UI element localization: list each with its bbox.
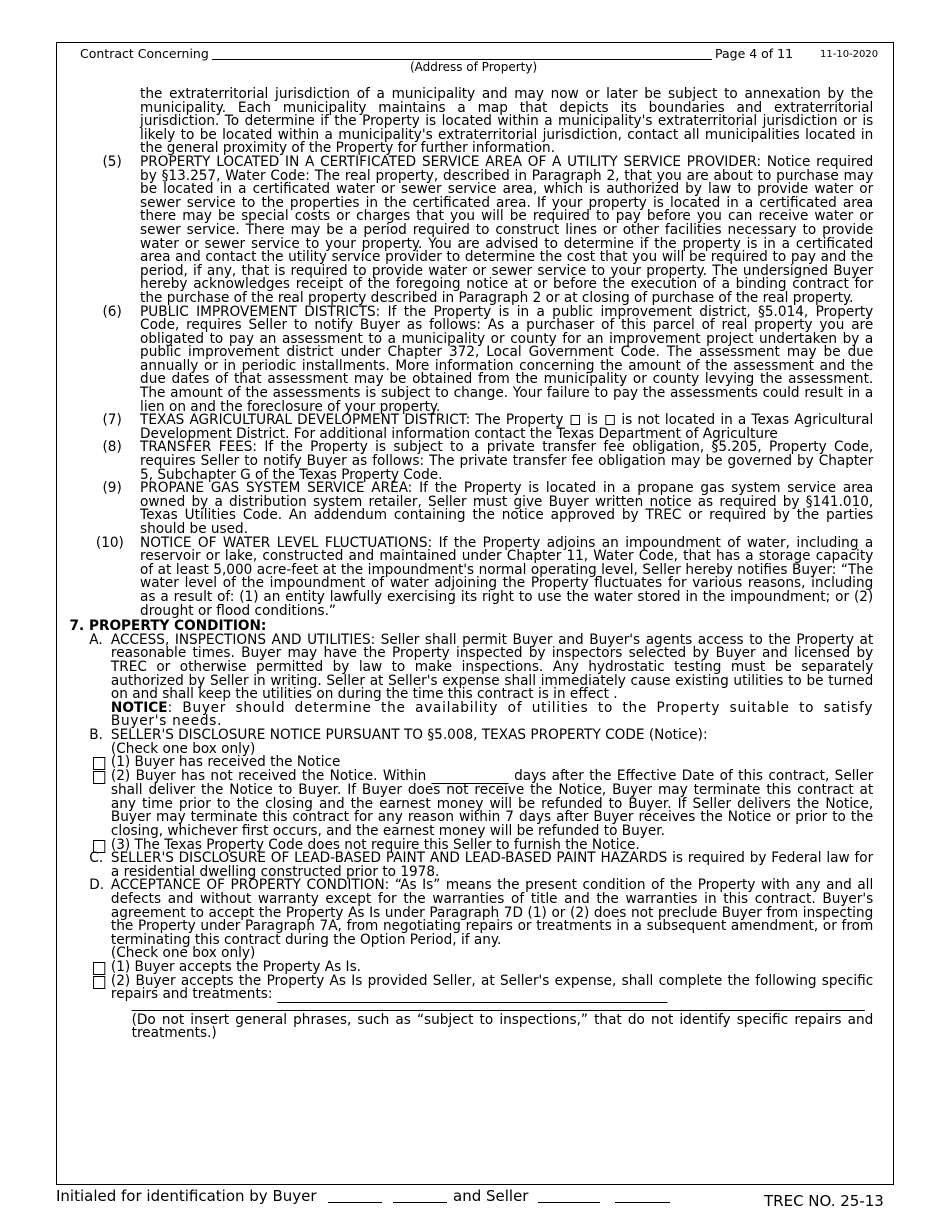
- is-not-checkbox[interactable]: [605, 415, 614, 425]
- paragraph-text: is not located in a Texas Agricultural Development District. For additional information contact the Texas Department of Agriculture: [140, 412, 874, 442]
- paragraph-4-continued: the extraterritorial jurisdiction of a municipality and may now or later be subject to annexation by the municipality. Each municipality maintains a map that depicts its boundaries and extraterritorial jurisdiction. To determine if the Property is located within a municipality's extraterritorial jurisdiction or is likely to be located within a municipality's extraterritorial jurisdiction, contact all municipalities located in the general proximity of the Property for further information.: [140, 86, 874, 157]
- option-text: (1) Buyer has received the Notice: [110, 754, 341, 771]
- repairs-blank[interactable]: [277, 988, 667, 1003]
- paragraph-6: [102, 303, 874, 415]
- form-date: 11-10-2020: [820, 49, 879, 60]
- option-text: days after the Effective Date of this contract, Seller shall deliver the Notice to Buyer. If Buyer does not receive the Notice, Buyer may terminate this contract at any time prior to the closing and the earnest money will be refunded to Buyer. If Seller delivers the Notice, Buyer may terminate this contract for any reason within 7 days after Buyer receives the Notice or prior to the closing, whichever first occurs, and the earnest money will be refunded to Buyer.: [110, 767, 874, 840]
- checkbox-7b2[interactable]: [93, 771, 105, 784]
- option-text: (2) Buyer has not received the Notice. Within: [110, 767, 427, 784]
- paragraph-9: [102, 480, 874, 537]
- paragraph-text: PUBLIC IMPROVEMENT DISTRICTS: If the Property is in a public improvement district, §5.014, Property Code, requires Seller to notify Buyer as follows: As a purchaser of this parcel of real property you are obligated to pay an assessment to a municipality or county for an improvement project undertaken by a public improvement district under Chapter 372, Local Government Code. The assessment may be due annually or in periodic installments. More information concerning the amount of the assessment and the due dates of that assessment may be obtained from the municipality or county levying the assessment. The amount of the assessments is subject to change. Your failure to pay the assessments could result in a lien on and the foreclosure of your property.: [140, 303, 874, 415]
- seller-initial-1[interactable]: [538, 1202, 600, 1203]
- paragraph-10: [95, 534, 874, 619]
- section-7a: [89, 631, 874, 703]
- paragraph-5: [102, 153, 874, 306]
- option-text: (3) The Texas Property Code does not require this Seller to furnish the Notice.: [110, 836, 640, 853]
- paragraph-text: SELLER'S DISCLOSURE NOTICE PURSUANT TO §5.008, TEXAS PROPERTY CODE (Notice):: [110, 726, 708, 743]
- item-number: (9): [102, 480, 122, 497]
- section-7-heading: 7. PROPERTY CONDITION:: [69, 618, 267, 635]
- paragraph-text: is: [586, 412, 598, 429]
- option-7d2: [110, 972, 874, 1003]
- section-7a-notice: [110, 699, 874, 730]
- option-7b2: [110, 767, 874, 840]
- initialed-buyer-label: Initialed for identification by Buyer: [56, 1187, 317, 1205]
- paragraph-text: PROPANE GAS SYSTEM SERVICE AREA: If the Property is located in a propane gas system service area owned by a distribution system retailer, Seller must give Buyer written notice as required by §141.010, Texas Utilities Code. An addendum containing the notice approved by TREC or required by the parties should be used.: [140, 480, 874, 537]
- address-caption: (Address of Property): [410, 60, 538, 74]
- checkbox-7d2[interactable]: [93, 976, 105, 989]
- item-label: C.: [89, 850, 104, 867]
- buyer-initial-1[interactable]: [328, 1202, 382, 1203]
- item-number: (6): [102, 303, 122, 320]
- notice-text: : Buyer should determine the availability of utilities to the Property suitable to satisfy Buyer's needs.: [110, 699, 874, 730]
- item-label: D.: [89, 877, 105, 894]
- contract-body: [0, 88, 893, 1041]
- item-label: B.: [89, 726, 103, 743]
- section-7c: [89, 850, 874, 880]
- item-number: (8): [102, 439, 122, 456]
- option-text: (1) Buyer accepts the Property As Is.: [110, 959, 362, 975]
- is-checkbox[interactable]: [571, 415, 580, 425]
- and-seller-label: and Seller: [453, 1187, 529, 1205]
- option-text: (2) Buyer accepts the Property As Is provided Seller, at Seller's expense, shall complete the following specific repairs and treatments:: [110, 972, 874, 1003]
- item-number: (5): [102, 153, 122, 170]
- contract-concerning-label: Contract Concerning: [80, 46, 209, 61]
- section-7d: [89, 877, 874, 948]
- paragraph-8: [102, 439, 874, 483]
- paragraph-text: NOTICE OF WATER LEVEL FLUCTUATIONS: If the Property adjoins an impoundment of water, including a reservoir or lake, constructed and maintained under Chapter 11, Water Code, that has a storage capacity of at least 5,000 acre-feet at the impoundment's normal operating level, Seller hereby notifies Buyer: “The water level of the impoundment of water adjoining the Property fluctuates for various reasons, including as a result of: (1) an entity lawfully exercising its right to use the water stored in the impoundment; or (2) drought or flood conditions.”: [140, 534, 874, 619]
- buyer-initial-2[interactable]: [393, 1202, 447, 1203]
- item-number: (10): [95, 534, 124, 551]
- repairs-blank-line-2[interactable]: [132, 1003, 865, 1011]
- seller-initial-2[interactable]: [615, 1202, 670, 1203]
- paragraph-text: PROPERTY LOCATED IN A CERTIFICATED SERVICE AREA OF A UTILITY SERVICE PROVIDER: Notice required by §13.257, Water Code: The real property, described in Paragraph 2, that you are about to purchase may be located in a certificated water or sewer service area, which is authorized by law to provide water or sewer service to the properties in the certificated area. If your property is located in a certificated area there may be special costs or charges that you will be required to pay before you can receive water or sewer service. There may be a period required to construct lines or other facilities necessary to provide water or sewer service to your property. You are advised to determine if the property is in a certificated area and contact the utility service provider to determine the cost that you will be required to pay and the period, if any, that is required to provide water or sewer service to your property. The undersigned Buyer hereby acknowledges receipt of the foregoing notice at or before the execution of a binding contract for the purchase of the real property described in Paragraph 2 or at closing of purchase of the real property.: [140, 153, 874, 306]
- item-number: (7): [102, 412, 122, 429]
- paragraph-7: [102, 412, 874, 442]
- paragraph-text: TEXAS AGRICULTURAL DEVELOPMENT DISTRICT: The Property: [140, 412, 564, 429]
- checkbox-7b1[interactable]: [93, 757, 105, 770]
- paragraph-text: TRANSFER FEES: If the Property is subject to a private transfer fee obligation, §5.205, Property Code, requires Seller to notify Buyer as follows: The private transfer fee obligation may be governed by Chapter 5, Subchapter G of the Texas Property Code.: [140, 439, 874, 483]
- notice-label: NOTICE: [110, 699, 168, 716]
- checkbox-7d1[interactable]: [93, 962, 105, 975]
- trec-number: TREC NO. 25-13: [764, 1192, 884, 1210]
- check-one-note: (Check one box only): [110, 740, 256, 757]
- paragraph-text: SELLER'S DISCLOSURE OF LEAD-BASED PAINT AND LEAD-BASED PAINT HAZARDS is required by Federal law for a residential dwelling constructed prior to 1978.: [110, 850, 874, 880]
- item-label: A.: [89, 631, 103, 648]
- paragraph-text: ACCEPTANCE OF PROPERTY CONDITION: “As Is” means the present condition of the Property with any and all defects and without warranty except for the warranties of title and the warranties in this contract. Buyer's agreement to accept the Property As Is under Paragraph 7D (1) or (2) does not preclude Buyer from inspecting the Property under Paragraph 7A, from negotiating repairs or treatments in a subsequent amendment, or from terminating this contract during the Option Period, if any.: [110, 877, 874, 948]
- paragraph-text: ACCESS, INSPECTIONS AND UTILITIES: Seller shall permit Buyer and Buyer's agents access to the Property at reasonable times. Buyer may have the Property inspected by inspectors selected by Buyer and licensed by TREC or otherwise permitted by law to make inspections. Any hydrostatic testing must be separately authorized by Seller in writing. Seller at Seller's expense shall immediately cause existing utilities to be turned on and shall keep the utilities on during the time this contract is in effect .: [110, 631, 874, 703]
- page-number: Page 4 of 11: [715, 46, 794, 61]
- check-one-note: (Check one box only): [110, 945, 256, 962]
- repairs-note: (Do not insert general phrases, such as “subject to inspections,” that do not identify specific repairs and treatments.): [131, 1011, 874, 1042]
